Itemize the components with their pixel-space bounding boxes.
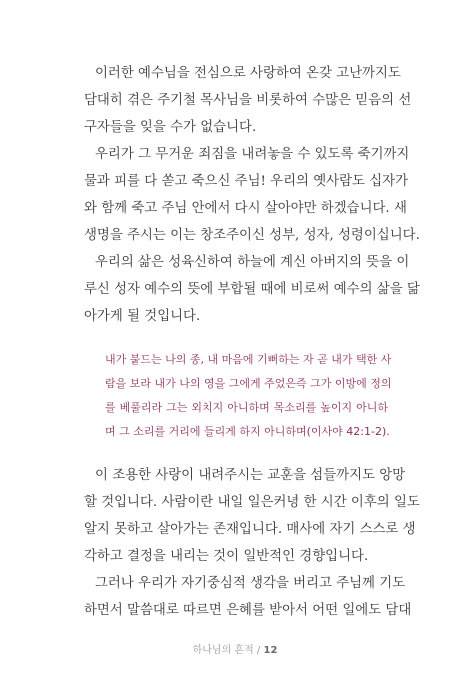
body-text-line: 이 조용한 사랑이 내려주시는 교훈을 섬들까지도 앙망 <box>95 468 406 483</box>
body-text-line: 루신 성자 예수의 뜻에 부합될 때에 비로써 예수의 삶을 닮 <box>84 282 420 297</box>
body-text-line: 그러나 우리가 자기중심적 생각을 버리고 주님께 기도 <box>95 576 406 591</box>
body-text-line: 담대히 겪은 주기철 목사님을 비롯하여 수많은 믿음의 선 <box>84 93 412 108</box>
page-footer <box>0 641 470 656</box>
body-text-line: 우리가 그 무거운 죄짐을 내려놓을 수 있도록 죽기까지 <box>95 147 410 162</box>
body-text-line: 알지 못하고 살아가는 존재입니다. 매사에 자기 스스로 생 <box>84 522 416 537</box>
body-text-line: 우리의 삶은 성육신하여 하늘에 계신 아버지의 뜻을 이 <box>95 255 410 270</box>
quote-line: 람을 보라 내가 나의 영을 그에게 주었은즉 그가 이방에 정의 <box>105 377 392 390</box>
body-text-line: 이러한 예수님을 전심으로 사랑하여 온갖 고난까지도 <box>95 66 401 81</box>
body-text-line: 아가게 될 것입니다. <box>84 309 201 324</box>
running-title: 하나님의 흔적 <box>192 645 254 656</box>
quote-line: 를 베풀리라 그는 외치지 아니하며 목소리를 높이지 아니하 <box>105 401 388 414</box>
footer-separator: / <box>256 645 261 656</box>
page-number: 12 <box>263 645 278 656</box>
body-text-line: 구자들을 잊을 수가 없습니다. <box>84 120 257 135</box>
body-text-line: 하면서 말씀대로 따르면 은혜를 받아서 어떤 일에도 담대 <box>84 603 412 618</box>
body-text-line: 각하고 결정을 내리는 것이 일반적인 경향입니다. <box>84 549 369 564</box>
body-text-line: 물과 피를 다 쏟고 죽으신 주님! 우리의 옛사람도 십자가 <box>84 174 409 189</box>
body-text-line: 생명을 주시는 이는 창조주이신 성부, 성자, 성령이십니다. <box>84 228 420 243</box>
quote-line: 며 그 소리를 거리에 들리게 하지 아니하며(이사야 42:1-2). <box>105 425 390 438</box>
body-text-line: 할 것입니다. 사람이란 내일 일은커녕 한 시간 이후의 일도 <box>84 495 420 510</box>
body-text-line: 와 함께 죽고 주님 안에서 다시 살아야만 하겠습니다. 새 <box>84 201 407 216</box>
quote-line: 내가 붙드는 나의 종, 내 마음에 기뻐하는 자 곧 내가 택한 사 <box>105 353 392 366</box>
